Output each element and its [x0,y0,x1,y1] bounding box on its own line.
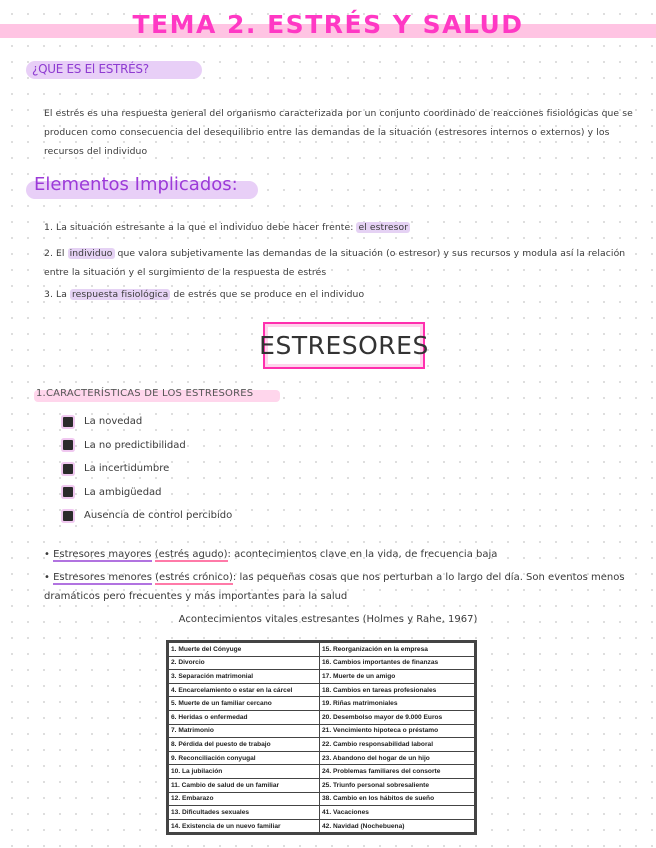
element-item-3 [44,285,640,304]
stressors-heading-box [259,322,429,369]
table-cell: 3. Separación matrimonial [169,670,320,684]
table-cell: 21. Vencimiento hipoteca o préstamo [320,724,475,738]
element-item-text: de estrés que se produce en el individuo [170,289,365,300]
table-cell: 9. Reconciliación conyugal [169,751,320,765]
table-cell: 23. Abandono del hogar de un hijo [320,751,475,765]
list-item-label: La incertidumbre [84,463,170,475]
table-cell: 38. Cambio en los hábitos de sueño [320,792,475,806]
element-item-2 [44,244,640,282]
minor-stressors-term: Estresores menores [53,572,152,583]
table-cell: 12. Embarazo [169,792,320,806]
element-item-highlight: el estresor [358,222,409,233]
element-item-text: 2. El [44,248,68,259]
table-cell: 10. La jubilación [169,765,320,779]
stressors-heading: ESTRESORES [268,327,420,364]
list-item [63,410,232,434]
element-item-text: 1. La situación estresante a la que el individuo debe hacer frente: [44,222,357,233]
square-bullet-icon [63,487,73,497]
table-cell: 14. Existencia de un nuevo familiar [169,819,320,833]
characteristics-title: 1.CARACTERÍSTICAS DE LOS ESTRESORES [36,388,254,399]
life-events-table-body [169,643,475,833]
table-row [169,710,475,724]
list-item-label: Ausencia de control percibido [84,510,233,522]
table-cell: 11. Cambio de salud de un familiar [169,778,320,792]
table-row [169,656,475,670]
element-item-text: 3. La [44,289,70,300]
table-cell: 41. Vacaciones [320,806,475,820]
major-stressors-term: Estresores mayores [53,549,152,560]
table-cell: 7. Matrimonio [169,724,320,738]
table-row [169,765,475,779]
table-cell: 25. Triunfo personal sobresaliente [320,778,475,792]
table-cell: 16. Cambios importantes de finanzas [320,656,475,670]
list-item-label: La ambigüedad [84,486,162,498]
table-cell: 5. Muerte de un familiar cercano [169,697,320,711]
major-stressors-text: : acontecimientos clave en la vida, de frecuencia baja [227,549,498,560]
bullet-dot: • [44,572,50,583]
table-row [169,738,475,752]
definition-paragraph: El estrés es una respuesta general del organismo caracterizada por un conjunto coordinado de reacciones fisiológicas que se producen como consecuencia del desequilibrio entre las demandas de la situación (estresores internos o externos) y los recursos del individuo [44,108,633,157]
bullet-dot: • [44,549,50,560]
table-cell: 19. Riñas matrimoniales [320,697,475,711]
list-item [63,457,232,481]
table-cell: 6. Heridas o enfermedad [169,710,320,724]
table-caption: Acontecimientos vitales estresantes (Holmes y Rahe, 1967) [178,614,478,625]
minor-stressors-line [44,568,640,606]
table-row [169,819,475,833]
table-cell: 13. Dificultades sexuales [169,806,320,820]
table-cell: 18. Cambios en tareas profesionales [320,683,475,697]
table-cell: 4. Encarcelamiento o estar en la cárcel [169,683,320,697]
table-cell: 2. Divorcio [169,656,320,670]
table-row [169,643,475,657]
table-cell: 17. Muerte de un amigo [320,670,475,684]
characteristics-list [63,410,232,528]
table-cell: 15. Reorganización en la empresa [320,643,475,657]
table-cell: 1. Muerte del Cónyuge [169,643,320,657]
table-cell: 20. Desembolso mayor de 9.000 Euros [320,710,475,724]
major-stressors-line [44,545,640,564]
minor-stressors-type: (estrés crónico) [155,572,233,583]
table-row [169,792,475,806]
table-row [169,751,475,765]
minor-stressors-text: : las pequeñas cosas que nos perturban a lo largo del día. Son eventos menos dramáticos pero frecuentes y más importantes para la salud [44,572,625,602]
element-item-text: que valora subjetivamente las demandas de la situación (o estresor) y sus recursos y modula así la relación entre la situación y el surgimiento de la respuesta de estrés [44,248,626,278]
square-bullet-icon [63,464,73,474]
life-events-table [168,642,475,833]
element-item-highlight: respuesta fisiológica [71,289,169,300]
list-item-label: La novedad [84,416,143,428]
list-item-label: La no predictibilidad [84,439,186,451]
list-item [63,481,232,505]
table-row [169,724,475,738]
table-cell: 8. Pérdida del puesto de trabajo [169,738,320,752]
table-row [169,778,475,792]
square-bullet-icon [63,417,73,427]
major-stressors-type: (estrés agudo) [154,549,228,560]
page-title: TEMA 2. ESTRÉS Y SALUD [132,10,524,39]
what-heading: ¿QUE ES El ESTRÉS? [32,62,149,76]
square-bullet-icon [63,440,73,450]
element-item-highlight: individuo [69,248,113,259]
list-item [63,504,232,528]
elements-heading: Elementos Implicados: [34,174,238,195]
square-bullet-icon [63,511,73,521]
table-row [169,683,475,697]
table-cell: 24. Problemas familiares del consorte [320,765,475,779]
table-row [169,697,475,711]
table-cell: 22. Cambio responsabilidad laboral [320,738,475,752]
table-cell: 42. Navidad (Nochebuena) [320,819,475,833]
table-row [169,670,475,684]
list-item [63,434,232,458]
element-item-1 [44,218,640,237]
table-row [169,806,475,820]
